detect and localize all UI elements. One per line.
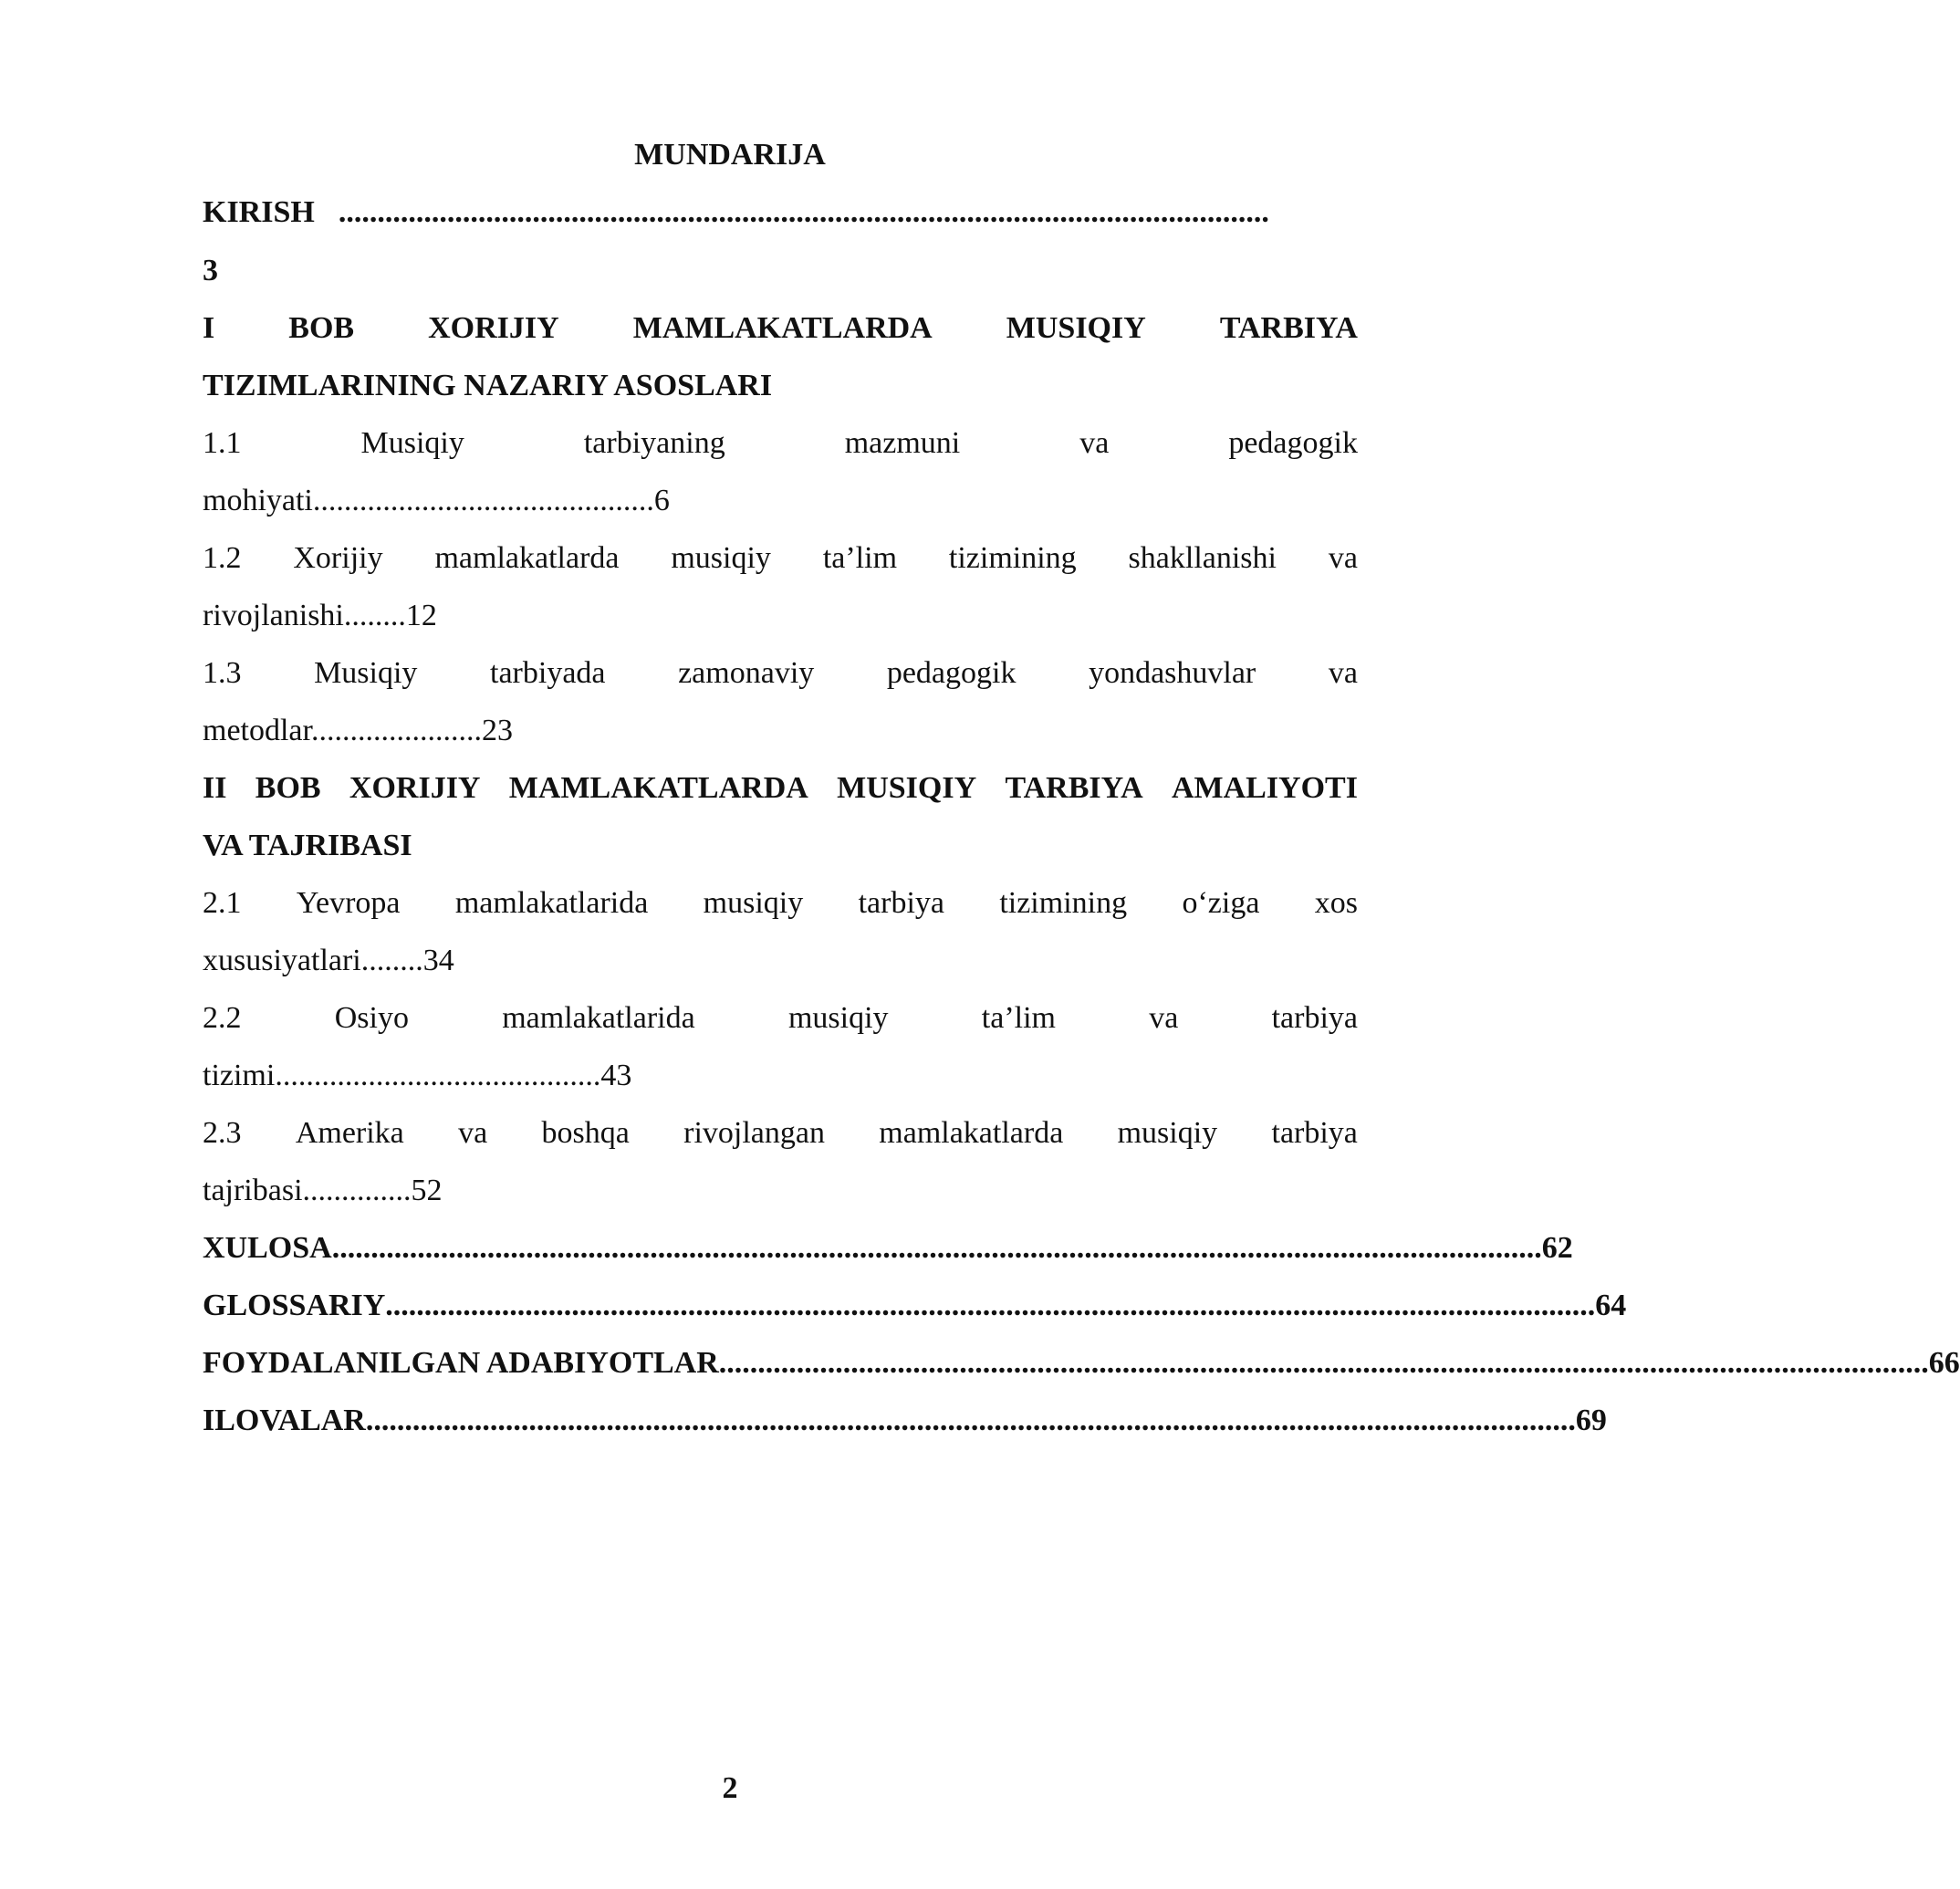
toc-label: XULOSA — [203, 1231, 332, 1265]
word: Yevropa — [296, 886, 401, 920]
toc-leader-dots: ............................................................................................................................................................ — [385, 1289, 1596, 1322]
word: pedagogik — [886, 656, 1016, 690]
toc-section-1-1-line1[interactable] — [203, 421, 1358, 466]
word: 1.3 — [203, 656, 242, 690]
toc-page-number: 69 — [1575, 1404, 1607, 1437]
word: TARBIYA — [1219, 311, 1358, 345]
word: XORIJIY — [349, 771, 481, 805]
toc-page-number: 62 — [1541, 1231, 1573, 1265]
word: MAMLAKATLARDA — [632, 311, 933, 345]
toc-leader-dots: ............................................................................................................................................................ — [718, 1346, 1929, 1380]
word: tizimining — [948, 541, 1077, 575]
toc-section-2-3-line2[interactable]: tajribasi..............52 — [203, 1174, 443, 1207]
word: mamlakatlarida — [454, 886, 649, 920]
word: pedagogik — [1228, 426, 1358, 460]
toc-label: KIRISH — [203, 195, 315, 229]
toc-leader-dots: ............................................................................................................................................................ — [331, 1231, 1542, 1265]
toc-section-2-1-line2[interactable]: xususiyatlari........34 — [203, 944, 454, 977]
toc-entry-ilovalar[interactable] — [203, 1398, 1607, 1444]
word: zamonaviy — [678, 656, 815, 690]
word: o‘ziga — [1182, 886, 1260, 920]
word: MAMLAKATLARDA — [508, 771, 808, 805]
toc-section-2-3-line1[interactable] — [203, 1111, 1358, 1156]
word: BOB — [288, 311, 355, 345]
toc-section-2-1-line1[interactable] — [203, 881, 1358, 926]
word: Xorijiy — [293, 541, 383, 575]
toc-section-1-2-line1[interactable] — [203, 536, 1358, 581]
toc-label: GLOSSARIY — [203, 1289, 386, 1322]
toc-section-1-3-line1[interactable] — [203, 651, 1358, 696]
word: Amerika — [295, 1116, 404, 1150]
word: TARBIYA — [1005, 771, 1143, 805]
word: va — [458, 1116, 488, 1150]
word: musiqiy — [703, 886, 804, 920]
toc-entry-adabiyotlar[interactable] — [203, 1341, 1960, 1386]
word: Musiqiy — [360, 426, 464, 460]
toc-label: ILOVALAR — [203, 1404, 366, 1437]
word: AMALIYOTI — [1171, 771, 1358, 805]
word: va — [1079, 426, 1110, 460]
toc-chapter-2-line2[interactable]: VA TAJRIBASI — [203, 829, 412, 862]
toc-page-number: 66 — [1928, 1346, 1960, 1380]
toc-entry-glossariy[interactable] — [203, 1283, 1627, 1329]
word: musiqiy — [1117, 1116, 1218, 1150]
word: mamlakatlarida — [502, 1001, 695, 1035]
word: mamlakatlarda — [434, 541, 620, 575]
toc-leader-dots: ............................................................................................................................................................ — [365, 1404, 1576, 1437]
word: mazmuni — [844, 426, 961, 460]
toc-chapter-2-line1[interactable] — [203, 766, 1358, 811]
toc-entry-kirish[interactable] — [203, 190, 1358, 235]
word: 2.1 — [203, 886, 242, 920]
toc-section-2-2-line2[interactable]: tizimi..........................................43 — [203, 1059, 632, 1092]
word: mamlakatlarda — [879, 1116, 1064, 1150]
word: Osiyo — [334, 1001, 409, 1035]
word: 2.2 — [203, 1001, 242, 1035]
word: tarbiyaning — [583, 426, 725, 460]
word: MUSIQIY — [837, 771, 977, 805]
word: va — [1149, 1001, 1179, 1035]
toc-section-2-2-line1[interactable] — [203, 996, 1358, 1041]
page-number: 2 — [722, 1771, 738, 1805]
toc-page-number: 3 — [203, 254, 218, 287]
toc-section-1-3-line2[interactable]: metodlar......................23 — [203, 714, 513, 747]
word: ta’lim — [981, 1001, 1056, 1035]
word: MUSIQIY — [1006, 311, 1146, 345]
toc-section-1-2-line2[interactable]: rivojlanishi........12 — [203, 599, 437, 632]
word: xos — [1314, 886, 1358, 920]
word: tarbiya — [1271, 1116, 1358, 1150]
word: yondashuvlar — [1089, 656, 1256, 690]
toc-entry-xulosa[interactable] — [203, 1226, 1573, 1271]
toc-chapter-1-line1[interactable] — [203, 306, 1358, 351]
page-title: MUNDARIJA — [634, 138, 826, 172]
word: BOB — [255, 771, 321, 805]
toc-chapter-1-line2[interactable]: TIZIMLARINING NAZARIY ASOSLARI — [203, 369, 773, 402]
word: boshqa — [541, 1116, 630, 1150]
word: rivojlangan — [683, 1116, 825, 1150]
word: musiqiy — [787, 1001, 889, 1035]
word: tarbiya — [858, 886, 944, 920]
word: tarbiyada — [490, 656, 606, 690]
toc-leader-dots: ........................................................................................................................ — [338, 195, 1269, 229]
word: 1.1 — [203, 426, 242, 460]
toc-page-number: 64 — [1595, 1289, 1627, 1322]
word: 1.2 — [203, 541, 242, 575]
toc-section-1-1-line2[interactable]: mohiyati............................................6 — [203, 484, 670, 517]
word: I — [203, 311, 215, 345]
word: shakllanishi — [1128, 541, 1277, 575]
toc-label: FOYDALANILGAN ADABIYOTLAR — [203, 1346, 719, 1380]
word: XORIJIY — [428, 311, 559, 345]
word: va — [1328, 656, 1358, 690]
word: II — [203, 771, 227, 805]
word: 2.3 — [203, 1116, 242, 1150]
word: ta’lim — [822, 541, 898, 575]
word: musiqiy — [671, 541, 771, 575]
word: Musiqiy — [314, 656, 418, 690]
word: tarbiya — [1271, 1001, 1358, 1035]
word: va — [1328, 541, 1358, 575]
word: tizimining — [999, 886, 1128, 920]
